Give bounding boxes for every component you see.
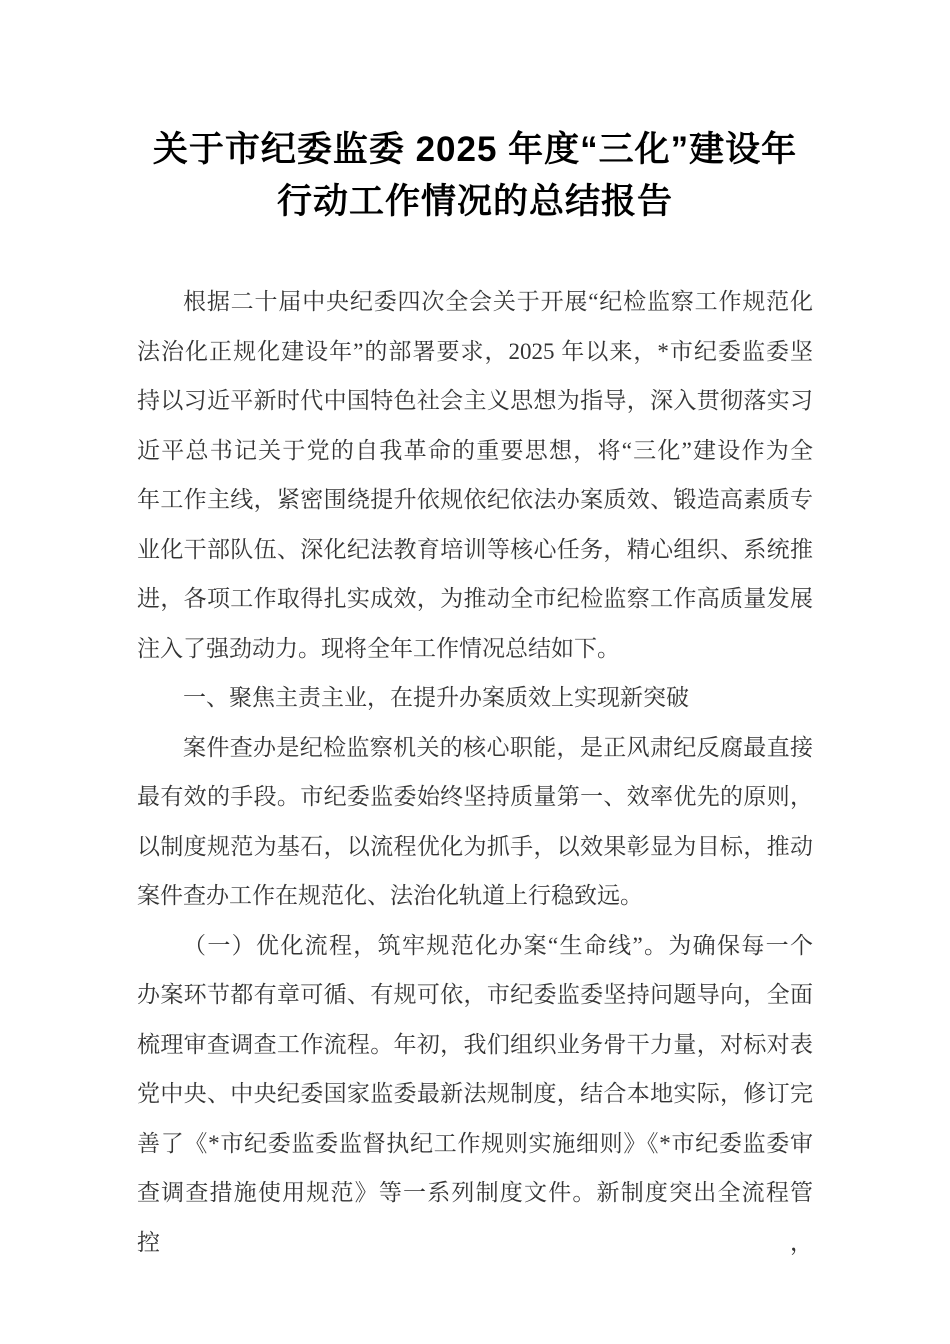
text-line: 最有效的手段。市纪委监委始终坚持质量第一、效率优先的原则， — [137, 784, 813, 809]
text-line: 办案环节都有章可循、有规可依，市纪委监委坚持问题导向，全面 — [137, 982, 813, 1007]
text-line: 近平总书记关于党的自我革命的重要思想，将“三化”建设作为全 — [137, 437, 813, 463]
document-title — [137, 124, 813, 228]
text-line: （一）优化流程，筑牢规范化办案“生命线”。为确保每一个 — [183, 932, 813, 958]
title-line-2: 行动工作情况的总结报告 — [276, 182, 673, 221]
text-line: 持以习近平新时代中国特色社会主义思想为指导，深入贯彻落实习 — [137, 388, 813, 413]
section-heading-1 — [137, 673, 813, 723]
paragraph-intro — [137, 277, 813, 673]
text-line: 党中央、中央纪委国家监委最新法规制度，结合本地实际，修订完 — [137, 1081, 813, 1106]
text-line: 案件查办工作在规范化、法治化轨道上行稳致远。 — [137, 883, 643, 908]
text-line: 进，各项工作取得扎实成效，为推动全市纪检监察工作高质量发展 — [137, 586, 813, 611]
title-line-1: 关于市纪委监委 2025 年度“三化”建设年 — [152, 130, 798, 169]
text-line: 法治化正规化建设年”的部署要求，2025 年以来，*市纪委监委坚 — [137, 338, 813, 364]
text-line: 查调查措施使用规范》等一系列制度文件。新制度突出全流程管控， — [137, 1180, 813, 1255]
text-line: 根据二十届中央纪委四次全会关于开展“纪检监察工作规范化 — [183, 289, 813, 314]
text-line: 善了《*市纪委监委监督执纪工作规则实施细则》《*市纪委监委审 — [137, 1130, 813, 1156]
paragraph-case-handling — [137, 723, 813, 921]
paragraph-process-optimization — [137, 921, 813, 1268]
text-line: 梳理审查调查工作流程。年初，我们组织业务骨干力量，对标对表 — [137, 1031, 813, 1057]
text-line: 业化干部队伍、深化纪法教育培训等核心任务，精心组织、系统推 — [137, 536, 813, 562]
text-line: 一、聚焦主责主业，在提升办案质效上实现新突破 — [183, 685, 689, 710]
text-line: 以制度规范为基石，以流程优化为抓手，以效果彰显为目标，推动 — [137, 833, 813, 859]
document-body — [137, 277, 813, 1267]
text-line: 案件查办是纪检监察机关的核心职能，是正风肃纪反腐最直接 — [183, 734, 813, 760]
text-line: 年工作主线，紧密围绕提升依规依纪依法办案质效、锻造高素质专 — [137, 487, 813, 512]
text-line: 注入了强劲动力。现将全年工作情况总结如下。 — [137, 635, 620, 661]
